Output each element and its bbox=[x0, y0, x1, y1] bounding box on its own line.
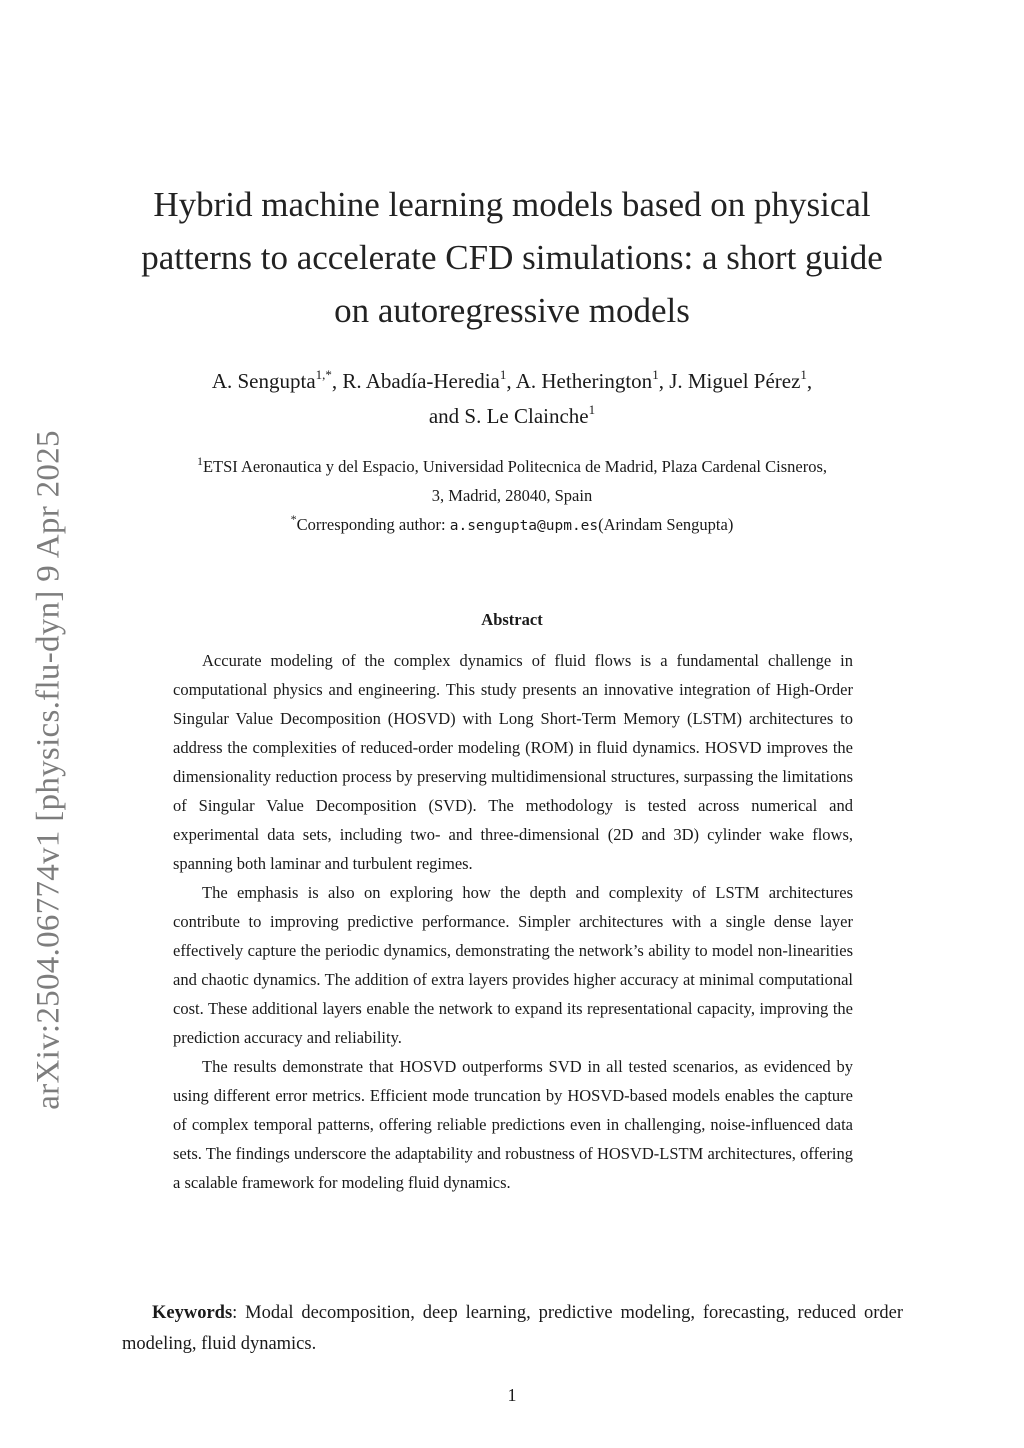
email-link[interactable]: a.sengupta@upm.es bbox=[449, 518, 599, 534]
abstract-paragraph: The results demonstrate that HOSVD outperforms SVD in all tested scenarios, as evidenced by using different error metrics. Efficient mode truncation by HOSVD-based models enables the capture of complex temporal patterns, offering reliable predictions even in challenging, noise-influenced data sets. The findings underscore the adaptability and robustness of HOSVD-LSTM architectures, offering a scalable framework for modeling fluid dynamics. bbox=[173, 1057, 853, 1192]
title-line: on autoregressive models bbox=[334, 291, 690, 330]
author-affiliation-mark: 1,* bbox=[315, 367, 332, 382]
author-name: J. Miguel Pérez bbox=[669, 369, 801, 393]
arxiv-identifier: arXiv:2504.06774v1 [physics.flu-dyn] 9 Apr 2025 bbox=[30, 430, 67, 1110]
author-name: A. Sengupta bbox=[211, 369, 316, 393]
abstract-paragraph: The emphasis is also on exploring how the depth and complexity of LSTM architectures contribute to improving predictive performance. Simpler architectures with a single dense layer effectively capture the periodic dynamics, demonstrating the network’s ability to model non-linearities and chaotic dynamics. The addition of extra layers provides higher accuracy at minimal computational cost. These additional layers enable the network to expand its representational capacity, improving the prediction accuracy and reliability. bbox=[173, 883, 853, 1047]
affiliation-line: 3, Madrid, 28040, Spain bbox=[431, 486, 593, 505]
author-list: A. Sengupta$^{1,*}$, R. Abadía-Heredia$^1$, A. Hetherington$^1$, J. Miguel Pérez$^1$, and S. Le Clainche$^1$ bbox=[211, 367, 813, 428]
keywords bbox=[122, 1298, 903, 1360]
affiliation-line: $^1$ETSI Aeronautica y del Espacio, Universidad Politecnica de Madrid, Plaza Cardenal Cisneros, bbox=[196, 454, 828, 476]
paper-title bbox=[100, 178, 924, 337]
author-affiliation-mark: 1 bbox=[800, 367, 807, 382]
page-number: 1 bbox=[507, 1385, 517, 1405]
corresponding-author: *Corresponding author: a.sengupta@upm.es(Arindam Sengupta) bbox=[290, 512, 734, 534]
affiliation-block bbox=[100, 452, 924, 541]
title-line: patterns to accelerate CFD simulations: a short guide bbox=[141, 238, 883, 277]
author-name: R. Abadía-Heredia bbox=[342, 369, 500, 393]
title-line: Hybrid machine learning models based on physical bbox=[153, 185, 871, 224]
abstract-paragraph: Accurate modeling of the complex dynamics of fluid flows is a fundamental challenge in computational physics and engineering. This study presents an innovative integration of High-Order Singular Value Decomposition (HOSVD) with Long Short-Term Memory (LSTM) architectures to address the complexities of reduced-order modeling (ROM) in fluid dynamics. HOSVD improves the dimensionality reduction process by preserving multidimensional structures, surpassing the limitations of Singular Value Decomposition (SVD). The methodology is tested across numerical and experimental data sets, including two- and three-dimensional (2D and 3D) cylinder wake flows, spanning both laminar and turbulent regimes. bbox=[173, 651, 853, 873]
abstract-heading: Abstract bbox=[481, 610, 543, 629]
author-affiliation-mark: 1 bbox=[499, 367, 507, 382]
author-name: A. Hetherington bbox=[515, 369, 653, 393]
keywords-label: Keywords bbox=[152, 1303, 233, 1323]
author-name: and S. Le Clainche bbox=[428, 404, 589, 428]
author-affiliation-mark: 1 bbox=[652, 367, 659, 382]
keywords-text: : Modal decomposition, deep learning, predictive modeling, forecasting, reduced order modeling, fluid dynamics. bbox=[122, 1303, 903, 1354]
abstract-body bbox=[173, 646, 853, 1197]
author-affiliation-mark: 1 bbox=[588, 402, 596, 417]
